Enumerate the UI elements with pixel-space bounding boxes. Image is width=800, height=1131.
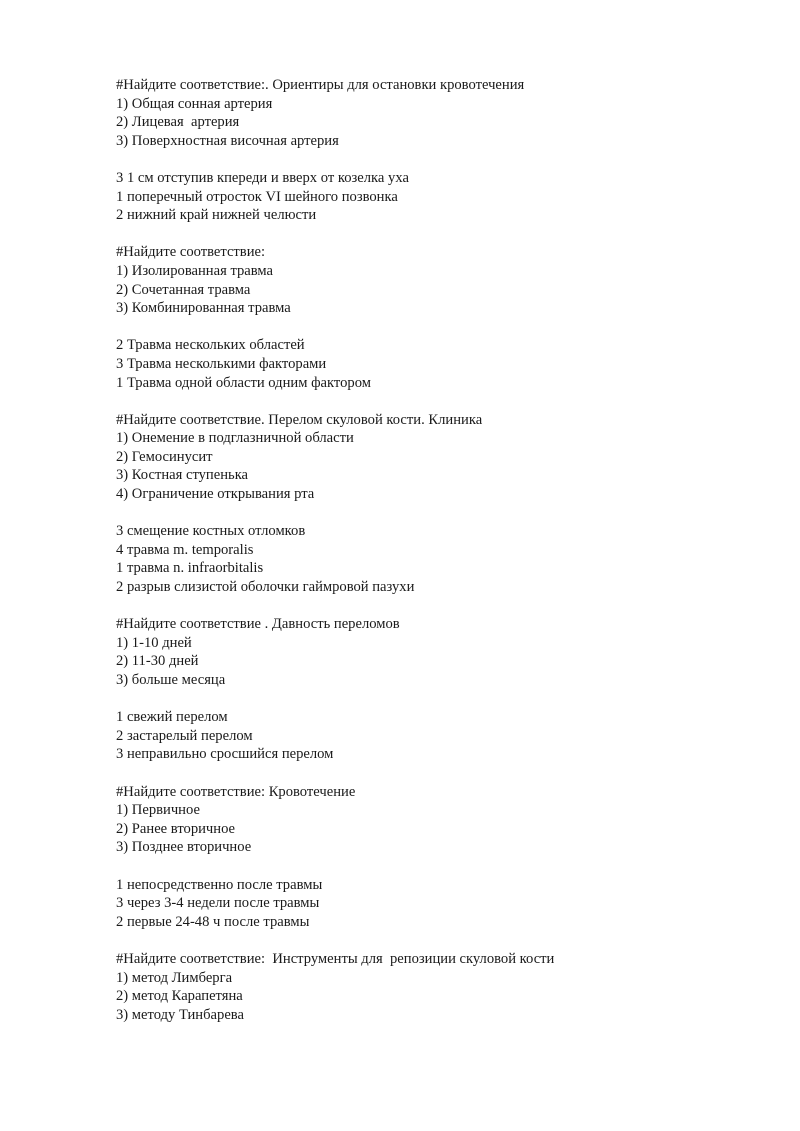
document-page <box>116 76 756 1043</box>
answer-block-2 <box>116 336 756 392</box>
answer-item: 1 поперечный отросток VI шейного позвонка <box>116 188 398 205</box>
question-block-5 <box>116 783 756 857</box>
question-item: 4) Ограничение открывания рта <box>116 486 315 503</box>
question-item: 1) 1-10 дней <box>116 634 192 651</box>
question-heading: #Найдите соответствие: Кровотечение <box>116 783 356 800</box>
answer-item: 2 нижний край нижней челюсти <box>116 207 317 224</box>
question-item: 3) Поверхностная височная артерия <box>116 132 339 149</box>
question-item: 1) Общая сонная артерия <box>116 95 273 112</box>
question-heading: #Найдите соответствие: Инструменты для репозиции скуловой кости <box>116 950 555 967</box>
question-item: 1) Изолированная травма <box>116 262 274 279</box>
question-block-1 <box>116 76 756 150</box>
answer-item: 2 первые 24-48 ч после травмы <box>116 913 310 930</box>
question-block-4 <box>116 615 756 689</box>
question-item: 3) больше месяца <box>116 672 226 688</box>
question-block-3 <box>116 411 756 504</box>
question-item: 3) Костная ступенька <box>116 467 249 484</box>
answer-item: 3 неправильно сросшийся перелом <box>116 746 334 763</box>
question-heading: #Найдите соответствие . Давность переломов <box>116 616 400 633</box>
question-item: 2) Гемосинусит <box>116 448 213 465</box>
question-item: 2) Лицевая артерия <box>116 114 240 131</box>
answer-block-1 <box>116 169 756 225</box>
question-item: 2) метод Карапетяна <box>116 988 243 1005</box>
answer-item: 2 Травма нескольких областей <box>116 337 305 354</box>
question-item: 1) Онемение в подглазничной области <box>116 430 354 447</box>
question-item: 3) методу Тинбарева <box>116 1006 244 1023</box>
answer-item: 1 травма n. infraorbitalis <box>116 560 264 577</box>
answer-block-4 <box>116 708 756 764</box>
answer-item: 1 Травма одной области одним фактором <box>116 374 371 391</box>
question-block-2 <box>116 243 756 317</box>
answer-item: 1 непосредственно после травмы <box>116 876 323 893</box>
question-heading: #Найдите соответствие: <box>116 244 266 261</box>
question-item: 1) Первичное <box>116 802 200 819</box>
answer-item: 1 свежий перелом <box>116 709 228 726</box>
answer-item: 3 1 см отступив кпереди и вверх от козелка уха <box>116 169 409 186</box>
question-item: 3) Комбинированная травма <box>116 300 291 317</box>
answer-block-5 <box>116 876 756 932</box>
answer-item: 2 застарелый перелом <box>116 727 253 744</box>
question-block-6 <box>116 950 756 1024</box>
question-heading: #Найдите соответствие. Перелом скуловой кости. Клиника <box>116 411 483 428</box>
question-heading: #Найдите соответствие:. Ориентиры для остановки кровотечения <box>116 77 525 93</box>
question-item: 2) 11-30 дней <box>116 653 199 670</box>
answer-block-3 <box>116 522 756 596</box>
question-item: 2) Ранее вторичное <box>116 820 236 837</box>
question-item: 2) Сочетанная травма <box>116 281 251 298</box>
question-item: 1) метод Лимберга <box>116 969 233 986</box>
answer-item: 4 травма m. temporalis <box>116 541 254 558</box>
answer-item: 3 Травма несколькими факторами <box>116 355 327 372</box>
answer-item: 3 через 3-4 недели после травмы <box>116 895 320 912</box>
answer-item: 3 смещение костных отломков <box>116 523 306 540</box>
answer-item: 2 разрыв слизистой оболочки гаймровой пазухи <box>116 579 415 596</box>
question-item: 3) Позднее вторичное <box>116 839 252 856</box>
